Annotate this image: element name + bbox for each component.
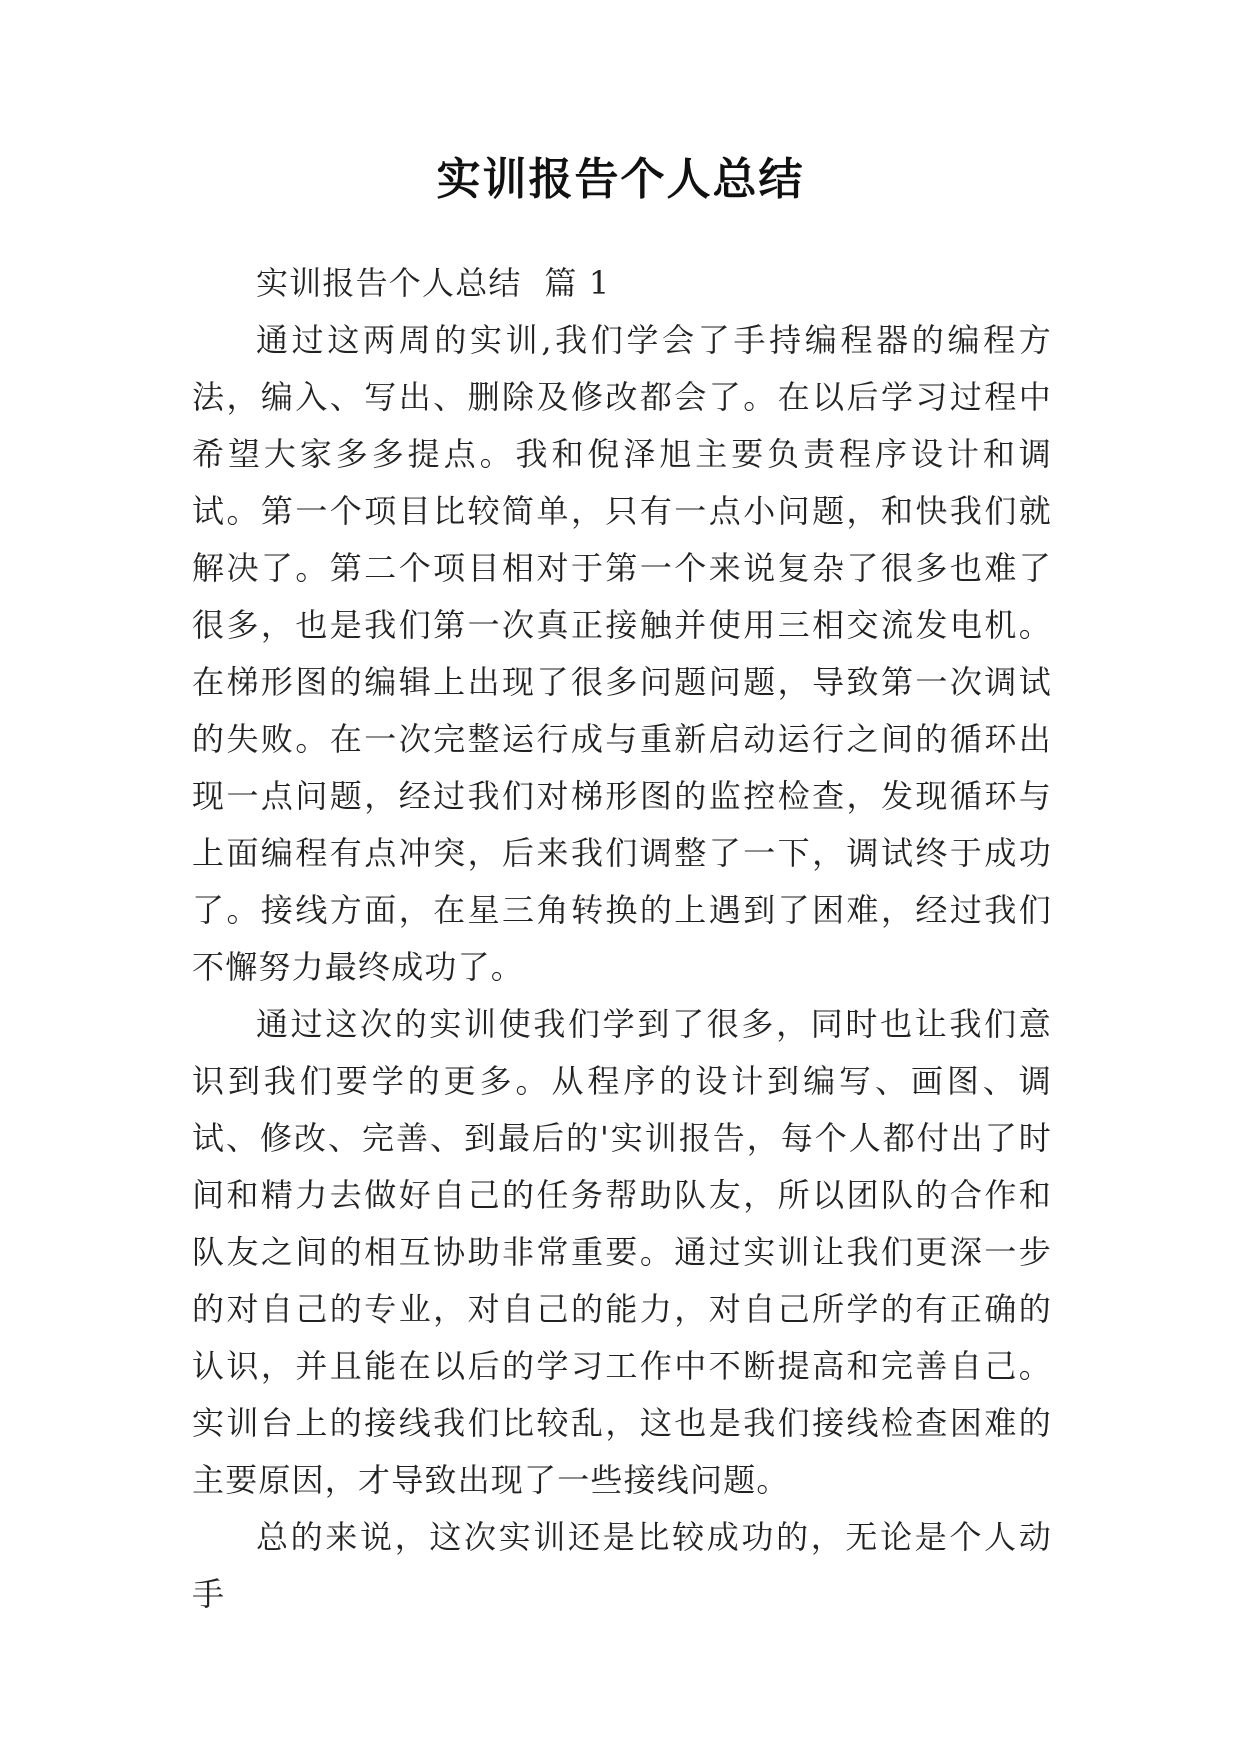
paragraph: 通过这两周的实训,我们学会了手持编程器的编程方法，编入、写出、删除及修改都会了。在以后学习过程中希望大家多多提点。我和倪泽旭主要负责程序设计和调试。第一个项目比较简单，只有一点小问题，和快我们就解决了。第二个项目相对于第一个来说复杂了很多也难了很多，也是我们第一次真正接触并使用三相交流发电机。在梯形图的编辑上出现了很多问题问题，导致第一次调试的失败。在一次完整运行成与重新启动运行之间的循环出现一点问题，经过我们对梯形图的监控检查，发现循环与上面编程有点冲突，后来我们调整了一下，调试终于成功了。接线方面，在星三角转换的上遇到了困难，经过我们不懈努力最终成功了。	[192, 321, 1052, 986]
paragraph: 通过这次的实训使我们学到了很多，同时也让我们意识到我们要学的更多。从程序的设计到编写、画图、调试、修改、完善、到最后的'实训报告，每个人都付出了时间和精力去做好自己的任务帮助队友，所以团队的合作和队友之间的相互协助非常重要。通过实训让我们更深一步的对自己的专业，对自己的能力，对自己所学的有正确的认识，并且能在以后的学习工作中不断提高和完善自己。实训台上的接线我们比较乱，这也是我们接线检查困难的主要原因，才导致出现了一些接线问题。	[192, 1005, 1052, 1499]
paragraph: 总的来说，这次实训还是比较成功的，无论是个人动手	[192, 1518, 1052, 1613]
section-heading: 实训报告个人总结 篇 1	[256, 264, 611, 302]
document-body	[192, 255, 1052, 1623]
document-title: 实训报告个人总结	[436, 154, 805, 205]
